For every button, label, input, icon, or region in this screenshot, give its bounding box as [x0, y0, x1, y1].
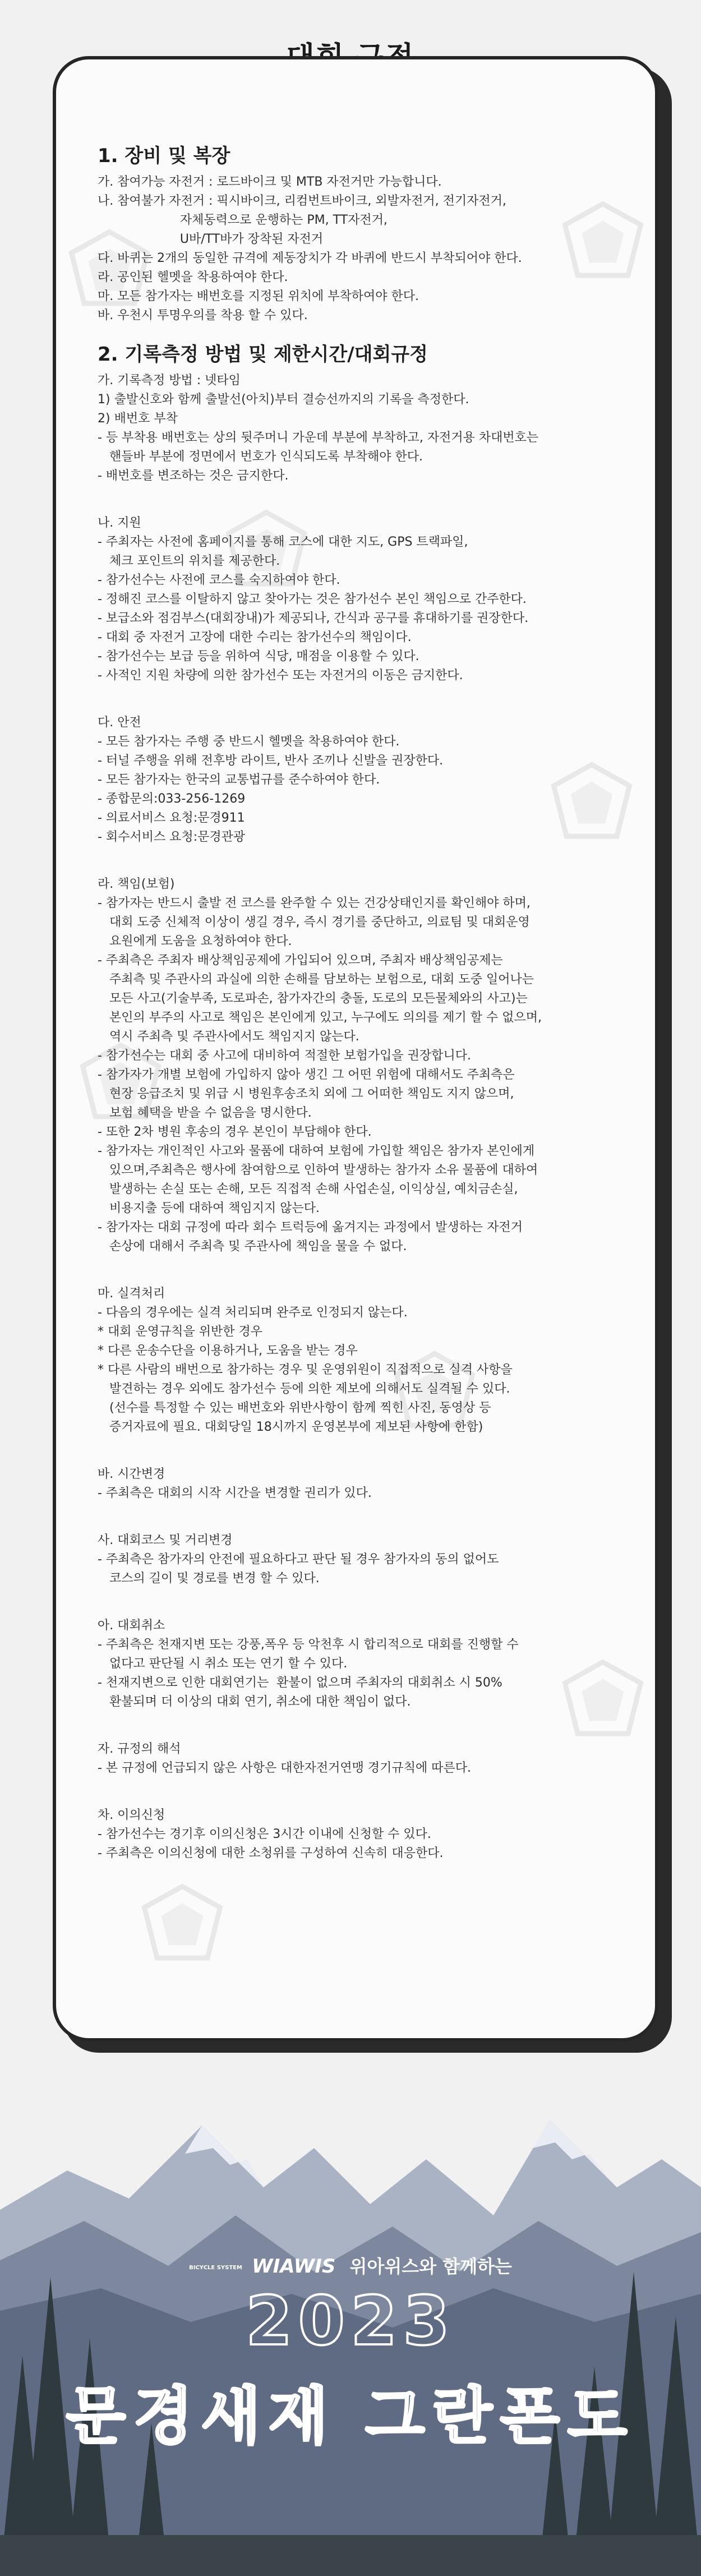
rule-line: 모든 사고(기술부족, 도로파손, 참가자간의 충돌, 도로의 모든물체와의 사고)는	[98, 992, 528, 1006]
rule-line: 현장 응급조치 및 위급 시 병원후송조치 외에 그 어떠한 책임도 지지 않으며,	[98, 1087, 514, 1101]
rule-line: 자체동력으로 운행하는 PM, TT자전거,	[98, 213, 388, 227]
rule-line: 라. 공인된 헬멧을 착용하여야 한다.	[98, 270, 288, 284]
rules-content	[98, 144, 625, 1863]
watermark-logo-icon	[140, 1882, 224, 1966]
rule-line: * 다른 사람의 배번으로 참가하는 경우 및 운영위원이 직접적으로 실격 사항을	[98, 1363, 513, 1377]
rule-line: 나. 참여불가 자전거 : 픽시바이크, 리컴번트바이크, 외발자전거, 전기자전거,	[98, 194, 506, 208]
rule-line: 바. 시간변경	[98, 1467, 165, 1481]
rule-line: 없다고 판단될 시 취소 또는 연기 할 수 있다.	[98, 1657, 348, 1671]
rule-line: 가. 기록측정 방법 : 넷타임	[98, 374, 241, 388]
rule-line: 차. 이의신청	[98, 1808, 165, 1822]
rule-line: - 모든 참가자는 한국의 교통법규를 준수하여야 한다.	[98, 773, 380, 787]
section-heading: 2. 기록측정 방법 및 제한시간/대회규정	[98, 343, 428, 366]
rule-block-interpretation	[98, 1740, 625, 1778]
rule-line: 발생하는 손실 또는 손해, 모든 직접적 손해 사업손실, 이익상실, 예치금손실,	[98, 1182, 518, 1196]
rule-line: 2) 배번호 부착	[98, 412, 178, 426]
rule-line: - 터널 주행을 위해 전후방 라이트, 반사 조끼나 신발을 권장한다.	[98, 754, 444, 768]
rule-line: 가. 참여가능 자전거 : 로드바이크 및 MTB 자전거만 가능합니다.	[98, 175, 442, 189]
rule-line: 코스의 길이 및 경로를 변경 할 수 있다.	[98, 1572, 320, 1586]
rule-line: * 대회 운영규칙을 위반한 경우	[98, 1325, 262, 1339]
rule-block-support	[98, 514, 625, 685]
rule-line: 핸들바 부분에 정면에서 번호가 인식되도록 부착해야 한다.	[98, 450, 423, 464]
rule-line: - 참가선수는 경기후 이의신청은 3시간 이내에 신청할 수 있다.	[98, 1827, 431, 1841]
rule-line: 대회 도중 신체적 이상이 생길 경우, 즉시 경기를 중단하고, 의료팀 및 대회운영	[98, 915, 530, 929]
rule-line: - 모든 참가자는 주행 중 반드시 헬멧을 착용하여야 한다.	[98, 735, 400, 749]
rule-block-objection	[98, 1806, 625, 1863]
rule-line: - 주최측은 대회의 시작 시간을 변경할 권리가 있다.	[98, 1486, 372, 1500]
rule-line: 1) 출발신호와 함께 출발선(아치)부터 결승선까지의 기록을 측정한다.	[98, 393, 469, 407]
rule-line: 라. 책임(보험)	[98, 877, 175, 891]
rule-line: 주최측 및 주관사의 과실에 의한 손해를 담보하는 보험으로, 대회 도중 일어나는	[98, 973, 534, 987]
rule-block	[98, 173, 625, 325]
rule-line: 나. 지원	[98, 516, 141, 530]
rule-line: 있으며,주최측은 행사에 참여함으로 인하여 발생하는 참가자 소유 물품에 대하여	[98, 1163, 538, 1177]
rule-line: 환불되며 더 이상의 대회 연기, 취소에 대한 책임이 없다.	[98, 1695, 411, 1709]
rule-line: - 보급소와 점검부스(대회장내)가 제공되나, 간식과 공구를 휴대하기를 권장한다.	[98, 611, 529, 625]
rule-line: 요원에게 도움을 요청하여야 한다.	[98, 934, 292, 948]
rule-line: - 주최측은 이의신청에 대한 소청위를 구성하여 신속히 대응한다.	[98, 1846, 444, 1860]
rule-line: - 등 부착용 배번호는 상의 뒷주머니 가운데 부분에 부착하고, 자전거용 차대번호는	[98, 431, 539, 445]
rule-line: - 주최자는 사전에 홈페이지를 통해 코스에 대한 지도, GPS 트랙파일,	[98, 535, 468, 549]
rule-line: - 대회 중 자전거 고장에 대한 수리는 참가선수의 책임이다.	[98, 630, 412, 644]
brand-logo: WIAWIS	[252, 2255, 336, 2278]
sponsor-line	[0, 2252, 701, 2278]
rule-line: 체크 포인트의 위치를 제공한다.	[98, 554, 280, 568]
rule-line: 보험 혜택을 받을 수 없음을 명시한다.	[98, 1106, 312, 1120]
sponsor-text: 위아위스와 함께하는	[349, 2256, 512, 2277]
rule-block-liability	[98, 875, 625, 1256]
rule-block-disqualification	[98, 1284, 625, 1437]
rule-line: U바/TT바가 장착된 자전거	[98, 232, 324, 246]
event-year: 2023	[246, 2283, 455, 2361]
rule-line: - 참가자가 개별 보험에 가입하지 않아 생긴 그 어떤 위험에 대해서도 주최측은	[98, 1068, 515, 1082]
rule-line: - 참가선수는 보급 등을 위하여 식당, 매점을 이용할 수 있다.	[98, 649, 419, 663]
rule-block-course-change	[98, 1531, 625, 1588]
rule-line: 아. 대회취소	[98, 1619, 165, 1633]
rule-line: - 다음의 경우에는 실격 처리되며 완주로 인정되지 않는다.	[98, 1306, 408, 1320]
rule-line: - 사적인 지원 차량에 의한 참가선수 또는 자전거의 이동은 금지한다.	[98, 669, 463, 683]
rule-line: 마. 실격처리	[98, 1287, 165, 1301]
section-timing-rules	[98, 342, 625, 1863]
rule-line: - 정해진 코스를 이탈하지 않고 찾아가는 것은 참가선수 본인 책임으로 간주한다.	[98, 592, 527, 606]
rule-line: - 의료서비스 요청:문경911	[98, 811, 245, 825]
rule-line: 다. 안전	[98, 716, 141, 730]
rule-line: - 배번호를 변조하는 것은 금지한다.	[98, 469, 289, 483]
rule-line: 사. 대회코스 및 거리변경	[98, 1533, 233, 1547]
rule-line: - 참가선수는 대회 중 사고에 대비하여 적절한 보험가입을 권장합니다.	[98, 1049, 471, 1063]
rule-line: - 주최측은 참가자의 안전에 필요하다고 판단 될 경우 참가자의 동의 없어도	[98, 1552, 499, 1566]
rule-line: 역시 주최측 및 주관사에서도 책임지지 않는다.	[98, 1030, 359, 1044]
rule-line: 증거자료에 필요. 대회당일 18시까지 운영본부에 제보된 사항에 한함)	[98, 1420, 483, 1434]
rule-line: 바. 우천시 투명우의를 착용 할 수 있다.	[98, 308, 308, 322]
section-heading: 1. 장비 및 복장	[98, 145, 230, 167]
rule-line: (선수를 특정할 수 있는 배번호와 위반사항이 함께 찍힌 사진, 동영상 등	[98, 1401, 491, 1415]
rule-line: 마. 모든 참가자는 배번호를 지정된 위치에 부착하여야 한다.	[98, 289, 419, 303]
rule-line: 발견하는 경우 외에도 참가선수 등에 의한 제보에 의해서도 실격될 수 있다.	[98, 1382, 510, 1396]
brand-subtitle: BICYCLE SYSTEM	[189, 2264, 242, 2271]
rule-line: - 참가자는 대회 규정에 따라 회수 트럭등에 옮겨지는 과정에서 발생하는 자전거	[98, 1220, 523, 1234]
rule-block-timing	[98, 371, 625, 486]
rule-line: - 참가선수는 사전에 코스를 숙지하여야 한다.	[98, 573, 340, 587]
rule-line: 비용지출 등에 대하여 책임지지 않는다.	[98, 1201, 320, 1215]
rule-line: - 회수서비스 요청:문경관광	[98, 830, 246, 844]
rule-line: 본인의 부주의 사고로 책임은 본인에게 있고, 누구에도 의의를 제기 할 수 없으며,	[98, 1011, 542, 1025]
rules-card	[53, 56, 658, 2042]
rule-line: 손상에 대해서 주최측 및 주관사에 책임을 물을 수 없다.	[98, 1239, 407, 1254]
rule-line: - 참가자는 반드시 출발 전 코스를 완주할 수 있는 건강상태인지를 확인해야 하며,	[98, 896, 531, 910]
rule-line: - 또한 2차 병원 후송의 경우 본인이 부담해야 한다.	[98, 1125, 372, 1139]
rule-line: * 다른 운송수단을 이용하거나, 도움을 받는 경우	[98, 1344, 358, 1358]
rule-line: - 참가자는 개인적인 사고와 물품에 대하여 보험에 가입할 책임은 참가자 본인에게	[98, 1144, 535, 1158]
rule-line: 자. 규정의 해석	[98, 1742, 181, 1756]
rule-block-safety	[98, 713, 625, 847]
section-equipment	[98, 144, 625, 325]
rule-line: - 주최측은 주최자 배상책임공제에 가입되어 있으며, 주최자 배상책임공제는	[98, 953, 503, 967]
rule-line: - 종합문의:033-256-1269	[98, 792, 246, 806]
rule-line: - 주최측은 천재지변 또는 강풍,폭우 등 악천후 시 합리적으로 대회를 진행할 수	[98, 1638, 519, 1652]
event-name: 문경새재 그란폰도	[66, 2380, 635, 2452]
rule-line: - 본 규정에 언급되지 않은 사항은 대한자전거연맹 경기규칙에 따른다.	[98, 1761, 471, 1775]
rule-line: 다. 바퀴는 2개의 동일한 규격에 제동장치가 각 바퀴에 반드시 부착되어야 한다.	[98, 251, 522, 265]
rule-block-cancellation	[98, 1616, 625, 1712]
rule-line: - 천재지변으로 인한 대회연기는 환불이 없으며 주최자의 대회취소 시 50%	[98, 1676, 502, 1690]
rule-block-time-change	[98, 1465, 625, 1503]
